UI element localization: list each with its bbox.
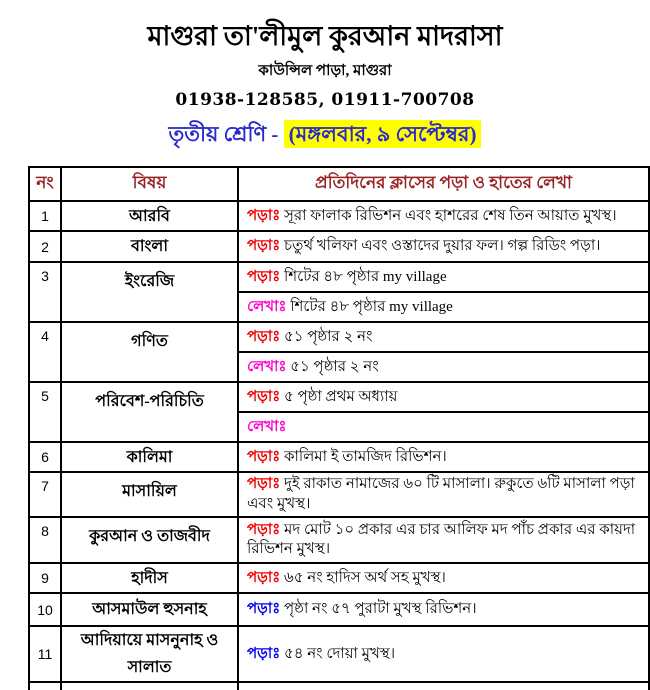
subject-cell: কুরআন ও তাজবীদ [61, 517, 238, 563]
read-label: পড়াঃ [247, 448, 281, 465]
lesson-text: ৫ পৃষ্ঠা প্রথম অধ্যায় [284, 388, 398, 405]
subject-cell: আদিয়ায়ে মাসনুনাহ ও সালাত [61, 626, 238, 682]
col-header-lesson: প্রতিদিনের ক্লাসের পড়া ও হাতের লেখা [238, 167, 649, 201]
lesson-text: চতুর্থ খলিফা এবং ওস্তাদের দুয়ার ফল। গল্প রিডিং পড়া। [284, 238, 601, 255]
read-label: পড়াঃ [247, 601, 281, 618]
next-row-partial [29, 682, 649, 690]
lesson-cell [238, 231, 649, 262]
subject-cell: কালিমা [61, 442, 238, 472]
row-number: 7 [29, 472, 61, 517]
lesson-cell [238, 563, 649, 593]
table-row [29, 593, 649, 626]
class-name: তৃতীয় শ্রেণি - [168, 122, 279, 147]
table-row [29, 517, 649, 563]
school-address: কাউন্সিল পাড়া, মাগুরা [258, 63, 392, 80]
read-label: পড়াঃ [247, 328, 281, 345]
table-row [29, 626, 649, 682]
lesson-cell [238, 626, 649, 682]
phone-numbers: 01938-128585, 01911-700708 [175, 90, 475, 111]
table-row [29, 442, 649, 472]
row-number: 8 [29, 517, 61, 563]
subject-cell: আরবি [61, 201, 238, 231]
row-number: 6 [29, 442, 61, 472]
row-number: 4 [29, 322, 61, 382]
lesson-cell [238, 472, 649, 517]
read-label: পড়াঃ [247, 207, 281, 224]
write-label: লেখাঃ [247, 358, 287, 375]
read-label: পড়াঃ [247, 521, 281, 538]
lesson-text: ৫১ পৃষ্ঠার ২ নং [290, 358, 379, 375]
class-date-line [0, 118, 650, 153]
table-row [29, 231, 649, 262]
table-row [29, 563, 649, 593]
table-header-row [29, 167, 649, 201]
table-row [29, 322, 649, 352]
row-number: 2 [29, 231, 61, 262]
lesson-text: ৬৫ নং হাদিস অর্থ সহ মুখস্থ। [284, 569, 446, 586]
read-label: পড়াঃ [247, 476, 281, 493]
subject-cell: গণিত [61, 322, 238, 382]
row-number: 10 [29, 593, 61, 626]
lesson-text: পৃষ্ঠা নং ৫৭ পুরাটা মুখস্থ রিভিশন। [284, 601, 477, 618]
row-number: 11 [29, 626, 61, 682]
col-header-num: নং [29, 167, 61, 201]
writing-cell [238, 292, 649, 322]
lesson-cell [238, 322, 649, 352]
table-row [29, 201, 649, 231]
row-number: 1 [29, 201, 61, 231]
document-header [0, 0, 650, 153]
lesson-text: ৫৪ নং দোয়া মুখস্থ। [284, 645, 396, 662]
write-label: লেখাঃ [247, 298, 287, 315]
lesson-text: সূরা ফালাক রিভিশন এবং হাশরের শেষ তিন আয়াত মুখস্থ। [284, 207, 617, 224]
subject-cell: ইংরেজি [61, 262, 238, 322]
table-row [29, 382, 649, 412]
table-row [29, 262, 649, 292]
lesson-text: শিটের ৪৮ পৃষ্ঠার my village [290, 298, 453, 315]
subject-cell: হাদীস [61, 563, 238, 593]
lesson-text: ৫১ পৃষ্ঠার ২ নং [284, 328, 373, 345]
lesson-text: দুই রাকাত নামাজের ৬০ টি মাসালা। রুকুতে ৬টি মাসালা পড়া এবং মুখস্থ। [247, 476, 635, 512]
date-highlight: (মঙ্গলবার, ৯ সেপ্টেম্বর) [284, 120, 482, 148]
lesson-text: মদ মোট ১০ প্রকার এর চার আলিফ মদ পাঁচ প্রকার এর কায়দা রিভিশন মুখস্থ। [247, 521, 636, 558]
read-label: পড়াঃ [247, 645, 281, 662]
subject-cell: বাংলা [61, 231, 238, 262]
col-header-subject: বিষয় [61, 167, 238, 201]
row-number: 3 [29, 262, 61, 322]
subject-cell: পরিবেশ-পরিচিতি [61, 382, 238, 442]
lesson-table [28, 166, 650, 690]
row-number: 9 [29, 563, 61, 593]
subject-cell: আসমাউল হুসনাহ [61, 593, 238, 626]
read-label: পড়াঃ [247, 238, 281, 255]
read-label: পড়াঃ [247, 569, 281, 586]
write-label: লেখাঃ [247, 418, 287, 435]
lesson-cell [238, 442, 649, 472]
writing-cell [238, 352, 649, 382]
read-label: পড়াঃ [247, 268, 281, 285]
row-number: 5 [29, 382, 61, 442]
lesson-cell [238, 382, 649, 412]
writing-cell [238, 412, 649, 442]
lesson-text: শিটের ৪৮ পৃষ্ঠার my village [284, 268, 447, 285]
table-row [29, 472, 649, 517]
lesson-cell [238, 517, 649, 563]
lesson-text: কালিমা ই তামজিদ রিভিশন। [284, 448, 447, 465]
school-title: মাগুরা তা'লীমুল কুরআন মাদরাসা [147, 21, 503, 51]
read-label: পড়াঃ [247, 388, 281, 405]
lesson-cell [238, 201, 649, 231]
lesson-cell [238, 262, 649, 292]
lesson-cell [238, 593, 649, 626]
subject-cell: মাসায়িল [61, 472, 238, 517]
